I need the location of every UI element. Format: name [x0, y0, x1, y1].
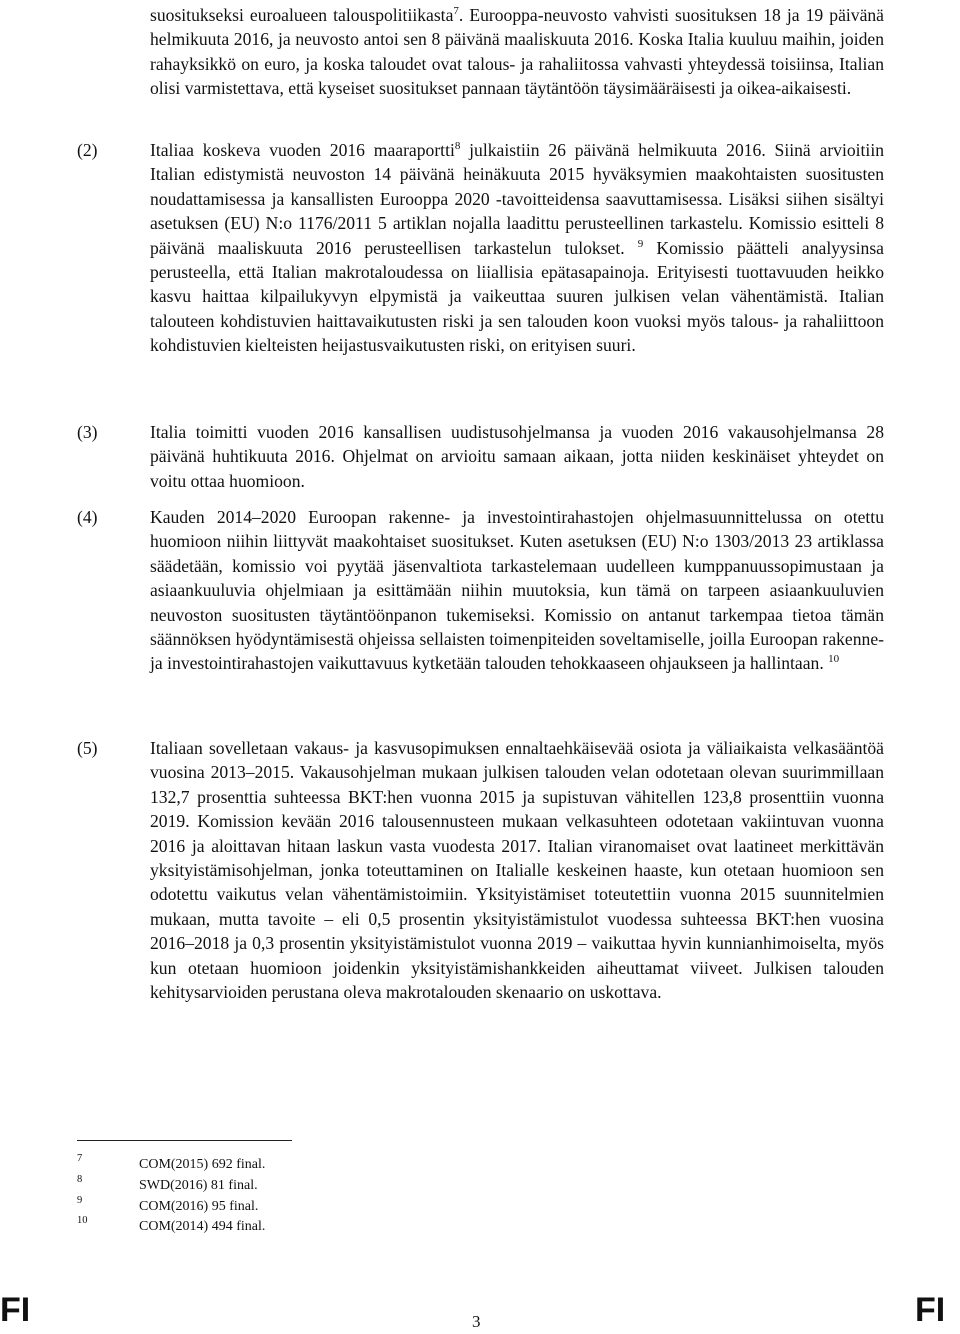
footnote-number: 9 — [77, 1195, 83, 1206]
paragraph-number: (4) — [77, 507, 98, 527]
intro-text-part: suositukseksi euroalueen talouspolitiikasta — [150, 5, 454, 25]
page-number: 3 — [472, 1312, 481, 1331]
paragraph-text-part: Komissio päätteli analyysinsa perusteella, että Italian makrotaloudessa on liiallisia epätasapainoja. Erityisesti tuottavuuden heikko kasvu haittaa kilpailukyvyn elpymistä ja vaikeuttaa suuren julkisen velan vähentämistä. Italian talouteen kohdistuvien haittavaikutusten riski ja sen talouden koon vuoksi myös talous- ja rahaliittoon kohdistuvien kielteisten heijastusvaikutusten riski, on erityisen suuri. — [150, 237, 884, 356]
paragraph-number: (3) — [77, 422, 98, 442]
footnote-ref[interactable]: 7 — [453, 5, 459, 18]
paragraph-text-part: Italiaa koskeva vuoden 2016 maaraportti — [150, 140, 455, 160]
paragraph-text: Italiaan sovelletaan vakaus- ja kasvusopimuksen ennaltaehkäisevää osiota ja väliaikaista velkasääntöä vuosina 2013–2015. Vakausohjelman mukaan julkisen talouden velan odotetaan olevan suurimmillaan 132,7 prosenttia suhteessa BKT:hen vuonna 2015 ja supistuvan vähitellen 123,8 prosenttiin vuonna 2019. Komission kevään 2016 talousennusteen mukaan velkasuhteen odotetaan vakiintuvan vuonna 2016 ja aloittavan hitaan laskun vasta vuodesta 2017. Italian viranomaiset ovat laatineet merkittävän yksityistämisohjelman, jonka toteuttaminen on Italialle keskeinen haaste, kun otetaan huomioon sen odotettu vaikutus velan vähentämistoimiin. Yksityistämiset toteutettiin vuonna 2015 suunnitelmien mukaan, mutta tavoite – eli 0,5 prosentin yksityistämistulot vuodessa suhteessa BKT:hen vuosina 2016–2018 ja 0,3 prosentin yksityistämistulot vuonna 2019 – vaikuttaa hyvin kunnianhimoiselta, myös kun otetaan huomioon joidenkin yksityistämishankkeiden aiheuttamat viiveet. Julkisen talouden kehitysarvioiden perustana oleva makrotalouden skenaario on uskottava. — [150, 738, 884, 1003]
paragraph-text: Italia toimitti vuoden 2016 kansallisen uudistusohjelmansa ja vuoden 2016 vakausohjelmansa 28 päivänä huhtikuuta 2016. Ohjelmat on arvioitu samaan aikaan, jotta niiden keskinäiset yhteydet on voitu ottaa huomioon. — [150, 422, 884, 491]
footnote-number: 10 — [77, 1215, 88, 1226]
intro-text-part: . Eurooppa-neuvosto vahvisti suosituksen 18 ja 19 päivänä helmikuuta 2016, ja neuvosto antoi sen 8 päivänä maaliskuuta 2016. Koska Italia kuuluu maihin, joiden rahayksikkö on euro, ja koska taloudet ovat talous- ja rahaliitossa vahvasti yhteydessä toisiinsa, Italian olisi varmistettava, että kyseiset suositukset pannaan täytäntöön täysimääräisesti ja oikea-aikaisesti. — [150, 5, 884, 99]
footnote-text: COM(2014) 494 final. — [139, 1219, 266, 1234]
footer-language-right: FI — [915, 1291, 946, 1329]
footnote-divider — [77, 1140, 292, 1141]
footnote-ref[interactable]: 8 — [454, 140, 461, 153]
paragraph-text — [150, 138, 884, 358]
paragraph-text — [150, 505, 884, 676]
footer-language-left: FI — [0, 1291, 31, 1329]
footnote-text: SWD(2016) 81 final. — [139, 1178, 258, 1193]
footnote-ref[interactable]: 10 — [828, 653, 840, 666]
footnote-text: COM(2015) 692 final. — [139, 1157, 266, 1172]
paragraph-number: (5) — [77, 738, 98, 758]
footnote-number: 8 — [77, 1174, 83, 1185]
footnote-ref[interactable]: 9 — [637, 237, 644, 250]
intro-text — [150, 3, 884, 101]
paragraph-text-part: julkaistiin 26 päivänä helmikuuta 2016. Siinä arvioitiin Italian edistymistä neuvoston 14 päivänä heinäkuuta 2015 hyväksymien maakohtaisten suositusten noudattamisessa ja kansallisten Eurooppa 2020 -tavoitteidensa saavuttamisessa. Lisäksi siihen sisältyi asetuksen (EU) N:o 1176/2011 5 artiklan nojalla laadittu perusteellinen tarkastelu. Komissio esitteli 8 päivänä maaliskuuta 2016 perusteellisen tarkastelun tulokset. — [150, 140, 885, 258]
paragraph-number: (2) — [77, 140, 98, 160]
paragraph-text-part: Kauden 2014–2020 Euroopan rakenne- ja investointirahastojen ohjelmasuunnittelussa on otettu huomioon niihin liittyvät maakohtaiset suositukset. Kuten asetuksen (EU) N:o 1303/2013 23 artiklassa säädetään, komissio voi pyytää jäsenvaltiota tarkastelemaan uudelleen kumppanuussopimustaan ja asiaankuuluvia ohjelmiaan ja esittämään niihin muutoksia, kun tämä on tarpeen asiaankuuluvien neuvoston suositusten täytäntöönpanon tukemiseksi. Komissio on antanut tarkempaa tietoa tämän säännöksen hyödyntämisestä ohjeissa sellaisten toimenpiteiden soveltamiselle, joilla Euroopan rakenne- ja investointirahastojen vaikuttavuus kytketään talouden tehokkaaseen ohjaukseen ja hallintaan. — [150, 507, 884, 674]
footnote-number: 7 — [77, 1153, 83, 1164]
footnote-text: COM(2016) 95 final. — [139, 1199, 259, 1214]
